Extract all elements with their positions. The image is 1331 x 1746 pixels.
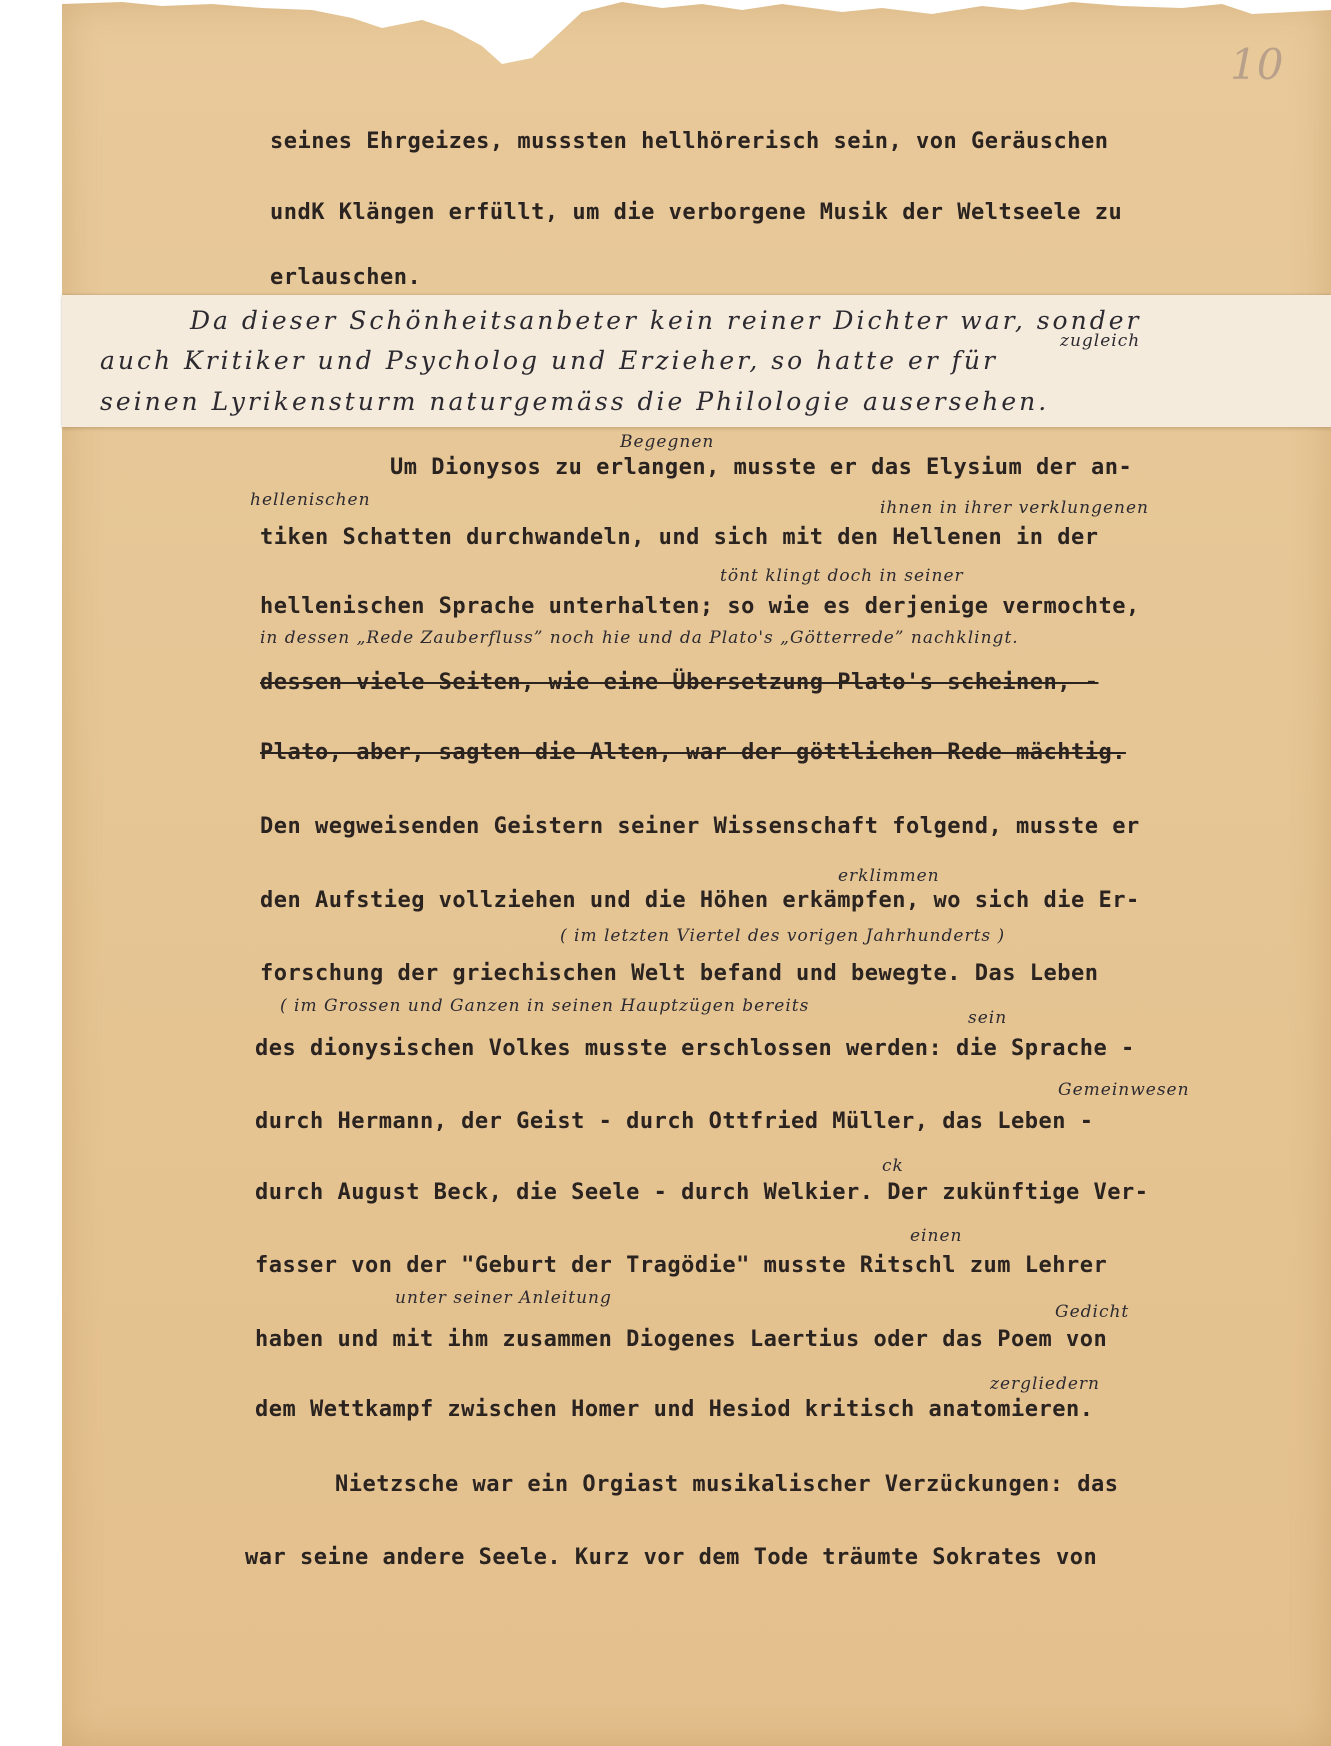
annotation-grossen: ( im Grossen und Ganzen in seinen Hauptzügen bereits: [280, 996, 810, 1016]
typed-line-4: Um Dionysos zu erlangen, musste er das Elysium der an-: [390, 455, 1133, 480]
typed-line-10: den Aufstieg vollziehen und die Höhen erkämpfen, wo sich die Er-: [260, 888, 1140, 913]
annotation-ihnen: ihnen in ihrer verklungenen: [880, 498, 1149, 518]
annotation-erklimmen: erklimmen: [838, 866, 940, 886]
annotation-viertel: ( im letzten Viertel des vorigen Jahrhunderts ): [560, 926, 1006, 946]
typed-line-12: des dionysischen Volkes musste erschlossen werden: die Sprache -: [255, 1036, 1135, 1061]
typed-line-17: dem Wettkampf zwischen Homer und Hesiod kritisch anatomieren.: [255, 1397, 1094, 1422]
typed-line-7: dessen viele Seiten, wie eine Übersetzung Plato's scheinen, -: [260, 670, 1099, 695]
annotation-zergliedern: zergliedern: [990, 1374, 1100, 1394]
typed-line-13: durch Hermann, der Geist - durch Ottfried Müller, das Leben -: [255, 1109, 1094, 1134]
annotation-ck: ck: [882, 1156, 904, 1176]
typed-line-9: Den wegweisenden Geistern seiner Wissenschaft folgend, musste er: [260, 814, 1140, 839]
annotation-einen: einen: [910, 1226, 963, 1246]
annotation-toent: tönt klingt doch in seiner: [720, 566, 964, 586]
page-number: 10: [1230, 40, 1284, 89]
typed-line-19: war seine andere Seele. Kurz vor dem Tode träumte Sokrates von: [245, 1545, 1098, 1570]
typed-line-11: forschung der griechischen Welt befand und bewegte. Das Leben: [260, 961, 1099, 986]
strip-line-1: Da dieser Schönheitsanbeter kein reiner Dichter war, sonder: [190, 306, 1142, 335]
strip-line-2: auch Kritiker und Psycholog und Erzieher, so hatte er für: [100, 346, 998, 375]
strip-superscript: zugleich: [1060, 331, 1141, 351]
typed-line-6: hellenischen Sprache unterhalten; so wie es derjenige vermochte,: [260, 594, 1140, 619]
annotation-gemeinwesen: Gemeinwesen: [1058, 1080, 1190, 1100]
typed-line-2: undK Klängen erfüllt, um die verborgene Musik der Weltseele zu: [270, 200, 1123, 225]
typed-line-1: seines Ehrgeizes, musssten hellhörerisch sein, von Geräuschen: [270, 129, 1109, 154]
typed-line-15: fasser von der "Geburt der Tragödie" musste Ritschl zum Lehrer: [255, 1253, 1108, 1278]
annotation-rede-line: in dessen „Rede Zauberfluss” noch hie und da Plato's „Götterrede” nachklingt.: [260, 628, 1019, 648]
annotation-begegnen: Begegnen: [620, 432, 715, 452]
annotation-anleitung: unter seiner Anleitung: [395, 1288, 612, 1308]
typed-line-3: erlauschen.: [270, 265, 422, 290]
typed-line-5: tiken Schatten durchwandeln, und sich mit den Hellenen in der: [260, 525, 1099, 550]
annotation-gedicht: Gedicht: [1055, 1302, 1130, 1322]
annotation-sein: sein: [968, 1008, 1008, 1028]
annotation-hellenischen: hellenischen: [250, 490, 371, 510]
typed-line-8: Plato, aber, sagten die Alten, war der göttlichen Rede mächtig.: [260, 740, 1126, 765]
strip-line-3: seinen Lyrikensturm naturgemäss die Philologie ausersehen.: [100, 387, 1050, 416]
torn-top-edge: [62, 0, 1331, 80]
typed-line-16: haben und mit ihm zusammen Diogenes Laertius oder das Poem von: [255, 1327, 1108, 1352]
typed-line-14: durch August Beck, die Seele - durch Welkier. Der zukünftige Ver-: [255, 1180, 1149, 1205]
typed-line-18: Nietzsche war ein Orgiast musikalischer Verzückungen: das: [335, 1472, 1119, 1497]
